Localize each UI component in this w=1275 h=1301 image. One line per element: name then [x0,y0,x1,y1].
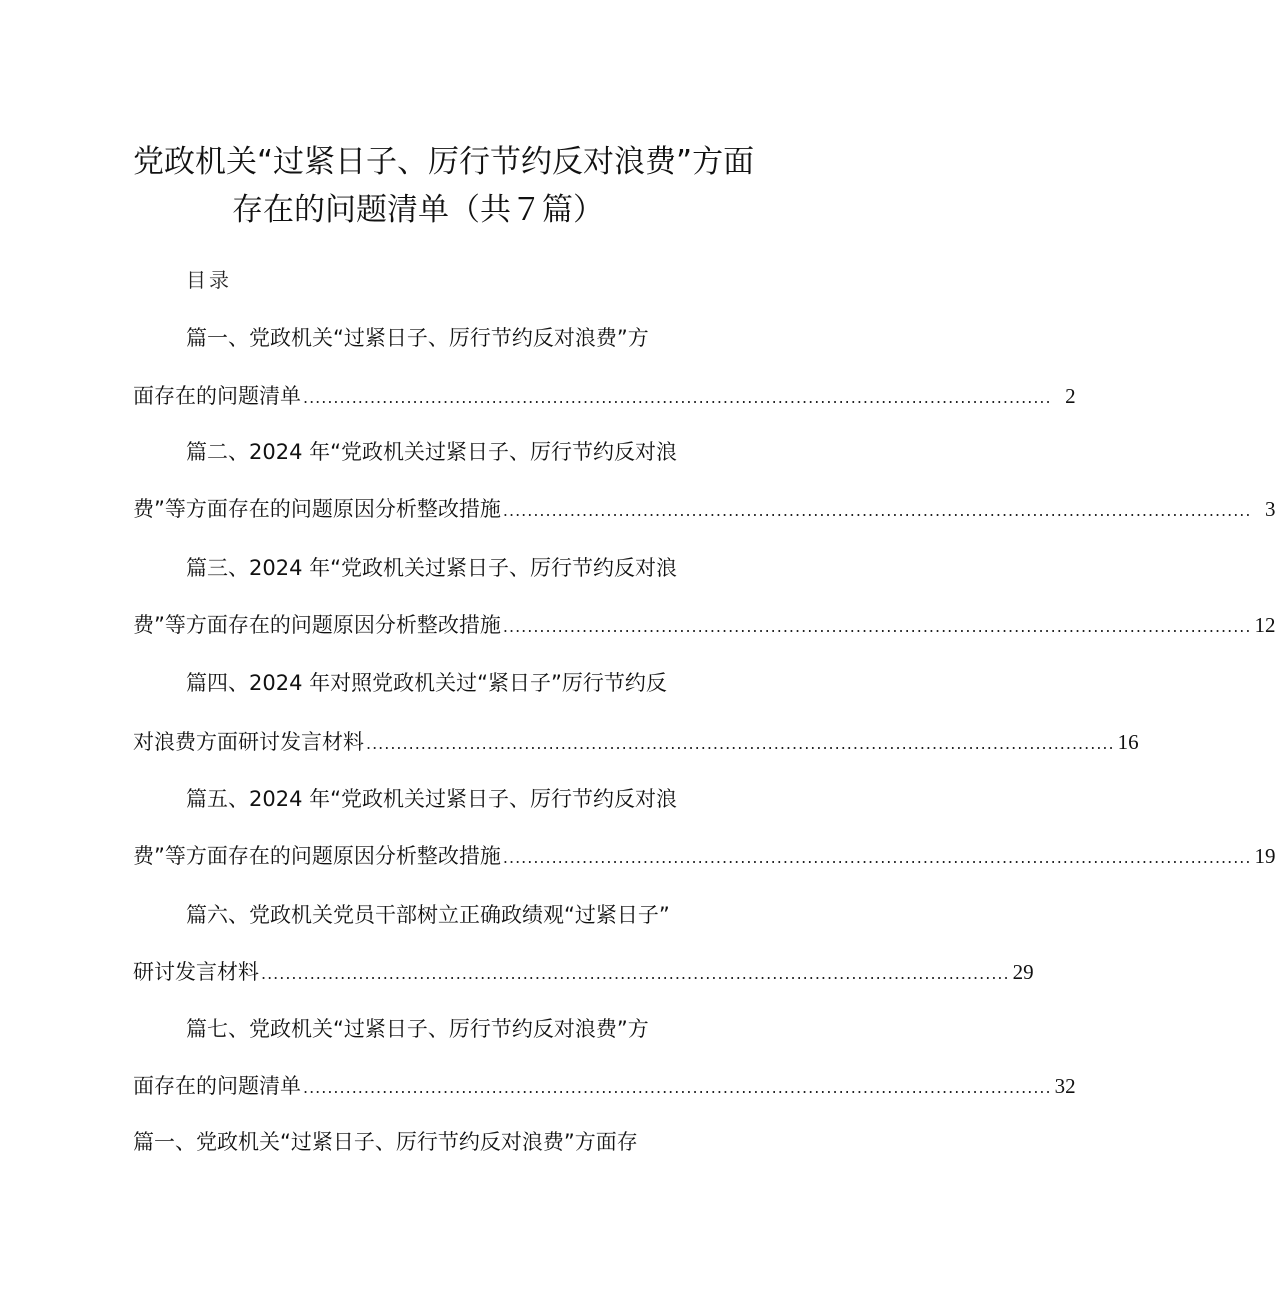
toc-entry-3-title[interactable]: 篇三、2024 年“党政机关过紧日子、厉行节约反对浪 [186,556,677,580]
toc-leader-dots: ........................................................................................................................... [502,501,1252,520]
toc-entry-7-page-number: 32 [1054,1074,1076,1098]
section-1-heading: 篇一、党政机关“过紧日子、厉行节约反对浪费”方面存 [133,1130,638,1154]
toc-leader-dots: ........................................................................................................................... [261,964,1010,983]
toc-entry-5-continuation[interactable] [133,841,1275,873]
toc-entry-4-continuation[interactable] [133,727,1139,759]
toc-entry-1-page-number: 2 [1065,384,1076,408]
toc-entry-3-text: 费”等方面存在的问题原因分析整改措施 [133,613,501,637]
toc-entry-7-text: 面存在的问题清单 [133,1074,301,1098]
toc-entry-7-title[interactable]: 篇七、党政机关“过紧日子、厉行节约反对浪费”方 [186,1017,649,1041]
toc-entry-4-page-number: 16 [1117,730,1139,754]
toc-entry-6-continuation[interactable] [133,957,1034,989]
toc-entry-1-continuation[interactable] [133,381,1076,413]
toc-entry-3-page-number: 12 [1254,613,1275,637]
toc-entry-1-title[interactable]: 篇一、党政机关“过紧日子、厉行节约反对浪费”方 [186,326,649,350]
toc-entry-5-page-number: 19 [1254,844,1275,868]
document-title-line-1: 党政机关“过紧日子、厉行节约反对浪费”方面 [133,144,755,180]
toc-entry-2-continuation[interactable] [133,494,1275,526]
toc-leader-dots: ........................................................................................................................... [366,734,1115,753]
toc-entry-6-page-number: 29 [1012,960,1034,984]
toc-entry-2-text: 费”等方面存在的问题原因分析整改措施 [133,497,501,521]
toc-leader-dots: ........................................................................................................................... [502,617,1252,636]
toc-entry-3-continuation[interactable] [133,610,1275,642]
toc-entry-4-text: 对浪费方面研讨发言材料 [133,730,364,754]
toc-entry-7-continuation[interactable] [133,1071,1076,1103]
toc-entry-4-title[interactable]: 篇四、2024 年对照党政机关过“紧日子”厉行节约反 [186,671,667,695]
toc-leader-dots: ........................................................................................................................... [303,388,1052,407]
toc-entry-2-title[interactable]: 篇二、2024 年“党政机关过紧日子、厉行节约反对浪 [186,440,677,464]
toc-heading: 目录 [186,268,232,292]
toc-leader-dots: ........................................................................................................................... [303,1078,1052,1097]
toc-entry-5-title[interactable]: 篇五、2024 年“党政机关过紧日子、厉行节约反对浪 [186,787,677,811]
toc-entry-1-text: 面存在的问题清单 [133,384,301,408]
toc-entry-6-text: 研讨发言材料 [133,960,259,984]
toc-entry-5-text: 费”等方面存在的问题原因分析整改措施 [133,844,501,868]
toc-entry-2-page-number: 3 [1264,497,1275,521]
document-title-line-2: 存在的问题清单（共７篇） [232,192,604,228]
toc-leader-dots: ........................................................................................................................... [502,848,1252,867]
toc-entry-6-title[interactable]: 篇六、党政机关党员干部树立正确政绩观“过紧日子” [186,903,670,927]
